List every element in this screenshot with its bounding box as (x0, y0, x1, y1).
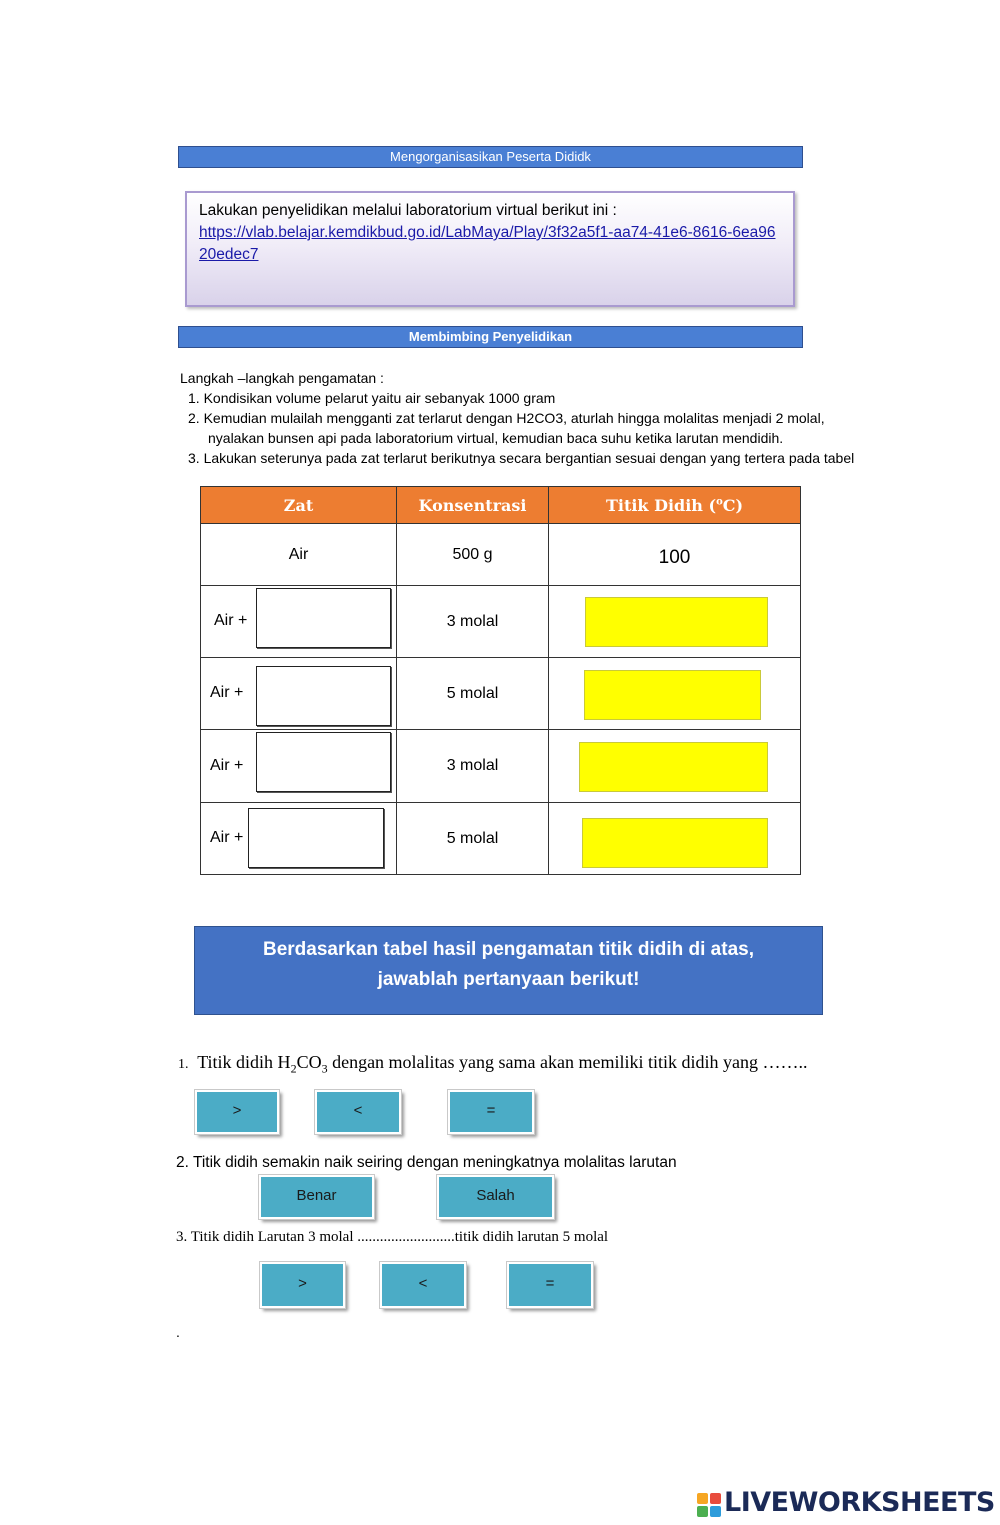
row2-zat-cell (201, 658, 397, 730)
step-1: 1. Kondisikan volume pelarut yaitu air sebanyak 1000 gram (188, 390, 556, 406)
row3-boiling-point-input[interactable] (579, 742, 768, 792)
row4-boiling-point-input[interactable] (582, 818, 768, 868)
question-banner-line2: jawablah pertanyaan berikut! (377, 969, 640, 990)
step-2-continued: nyalakan bunsen api pada laboratorium virtual, kemudian baca suhu ketika larutan mendidih. (208, 430, 784, 446)
q3-option-less-button[interactable]: < (380, 1262, 466, 1308)
table-row (201, 524, 801, 586)
header-titik-didih (549, 487, 801, 524)
q2-benar-button[interactable]: Benar (259, 1175, 374, 1219)
header-titik-prefix: Titik Didih ( (605, 495, 717, 515)
question-2: 2. Titik didih semakin naik seiring dengan meningkatnya molalitas larutan (176, 1154, 677, 1171)
q1-option-greater-button[interactable]: > (195, 1090, 279, 1134)
question-3: 3. Titik didih Larutan 3 molal ..........................titik didih larutan 5 molal (176, 1229, 609, 1245)
row1-solute-input[interactable] (256, 588, 391, 648)
q1-post: dengan molalitas yang sama akan memiliki titik didih yang …….. (327, 1052, 808, 1072)
row4-air-label: Air + (210, 829, 244, 846)
row3-titik-cell (549, 730, 801, 803)
liveworksheets-logo-icon (697, 1493, 721, 1517)
row1-titik-cell (549, 586, 801, 658)
step-3: 3. Lakukan seterunya pada zat terlarut berikutnya secara bergantian sesuai dengan yang tertera pada tabel (188, 450, 855, 466)
q3-option-equal-button[interactable]: = (507, 1262, 593, 1308)
q1-option-less-button[interactable]: < (315, 1090, 401, 1134)
row1-konsentrasi: 3 molal (397, 586, 549, 658)
logo-square-2 (710, 1493, 721, 1504)
row2-solute-input[interactable] (256, 666, 391, 726)
q1-sub2: 3 (321, 1061, 328, 1076)
q2-salah-button[interactable]: Salah (437, 1175, 554, 1219)
instruction-text: Lakukan penyelidikan melalui laboratorium virtual berikut ini : (199, 202, 617, 219)
header-zat: Zat (201, 487, 397, 524)
liveworksheets-logo-text[interactable]: LIVEWORKSHEETS (724, 1487, 995, 1518)
q1-pre: Titik didih H (197, 1052, 291, 1072)
observation-table (200, 486, 801, 875)
row2-air-label: Air + (210, 684, 244, 701)
table-row (201, 586, 801, 658)
row3-air-label: Air + (210, 757, 244, 774)
row3-zat-cell (201, 730, 397, 803)
header-titik-sup: o (716, 496, 723, 508)
table-row (201, 730, 801, 803)
row0-titik: 100 (549, 524, 801, 586)
logo-square-4 (710, 1506, 721, 1517)
observation-steps (180, 368, 920, 468)
q1-option-equal-button[interactable]: = (448, 1090, 534, 1134)
row2-boiling-point-input[interactable] (584, 670, 761, 720)
question-1 (178, 1052, 808, 1077)
row0-zat: Air (201, 524, 397, 586)
row1-boiling-point-input[interactable] (585, 597, 768, 647)
section-banner-guide: Membimbing Penyelidikan (178, 326, 803, 348)
logo-square-1 (697, 1493, 708, 1504)
row4-zat-cell (201, 803, 397, 875)
header-konsentrasi: Konsentrasi (397, 487, 549, 524)
q3-option-greater-button[interactable]: > (260, 1262, 345, 1308)
header-titik-suffix: C) (722, 495, 744, 515)
q1-mid: CO (296, 1052, 322, 1072)
instruction-box (185, 191, 795, 307)
question-banner (194, 926, 823, 1015)
row2-konsentrasi: 5 molal (397, 658, 549, 730)
q1-sub1: 2 (290, 1061, 297, 1076)
table-row (201, 658, 801, 730)
steps-title: Langkah –langkah pengamatan : (180, 370, 384, 386)
logo-square-3 (697, 1506, 708, 1517)
row4-titik-cell (549, 803, 801, 875)
row3-solute-input[interactable] (256, 732, 391, 792)
row1-zat-cell (201, 586, 397, 658)
table-row (201, 803, 801, 875)
step-2: 2. Kemudian mulailah mengganti zat terlarut dengan H2CO3, aturlah hingga molalitas menjadi 2 molal, (188, 410, 825, 426)
row4-solute-input[interactable] (248, 808, 384, 868)
trailing-dot: . (176, 1324, 180, 1340)
q1-number: 1. (178, 1057, 189, 1072)
virtual-lab-link[interactable]: https://vlab.belajar.kemdikbud.go.id/LabMaya/Play/3f32a5f1-aa74-41e6-8616-6ea9620edec7 (199, 224, 776, 263)
row4-konsentrasi: 5 molal (397, 803, 549, 875)
row1-air-label: Air + (214, 612, 248, 629)
question-banner-line1: Berdasarkan tabel hasil pengamatan titik didih di atas, (263, 939, 754, 960)
row0-konsentrasi: 500 g (397, 524, 549, 586)
table-header-row (201, 487, 801, 524)
row2-titik-cell (549, 658, 801, 730)
row3-konsentrasi: 3 molal (397, 730, 549, 803)
section-banner-organize: Mengorganisasikan Peserta Dididk (178, 146, 803, 168)
